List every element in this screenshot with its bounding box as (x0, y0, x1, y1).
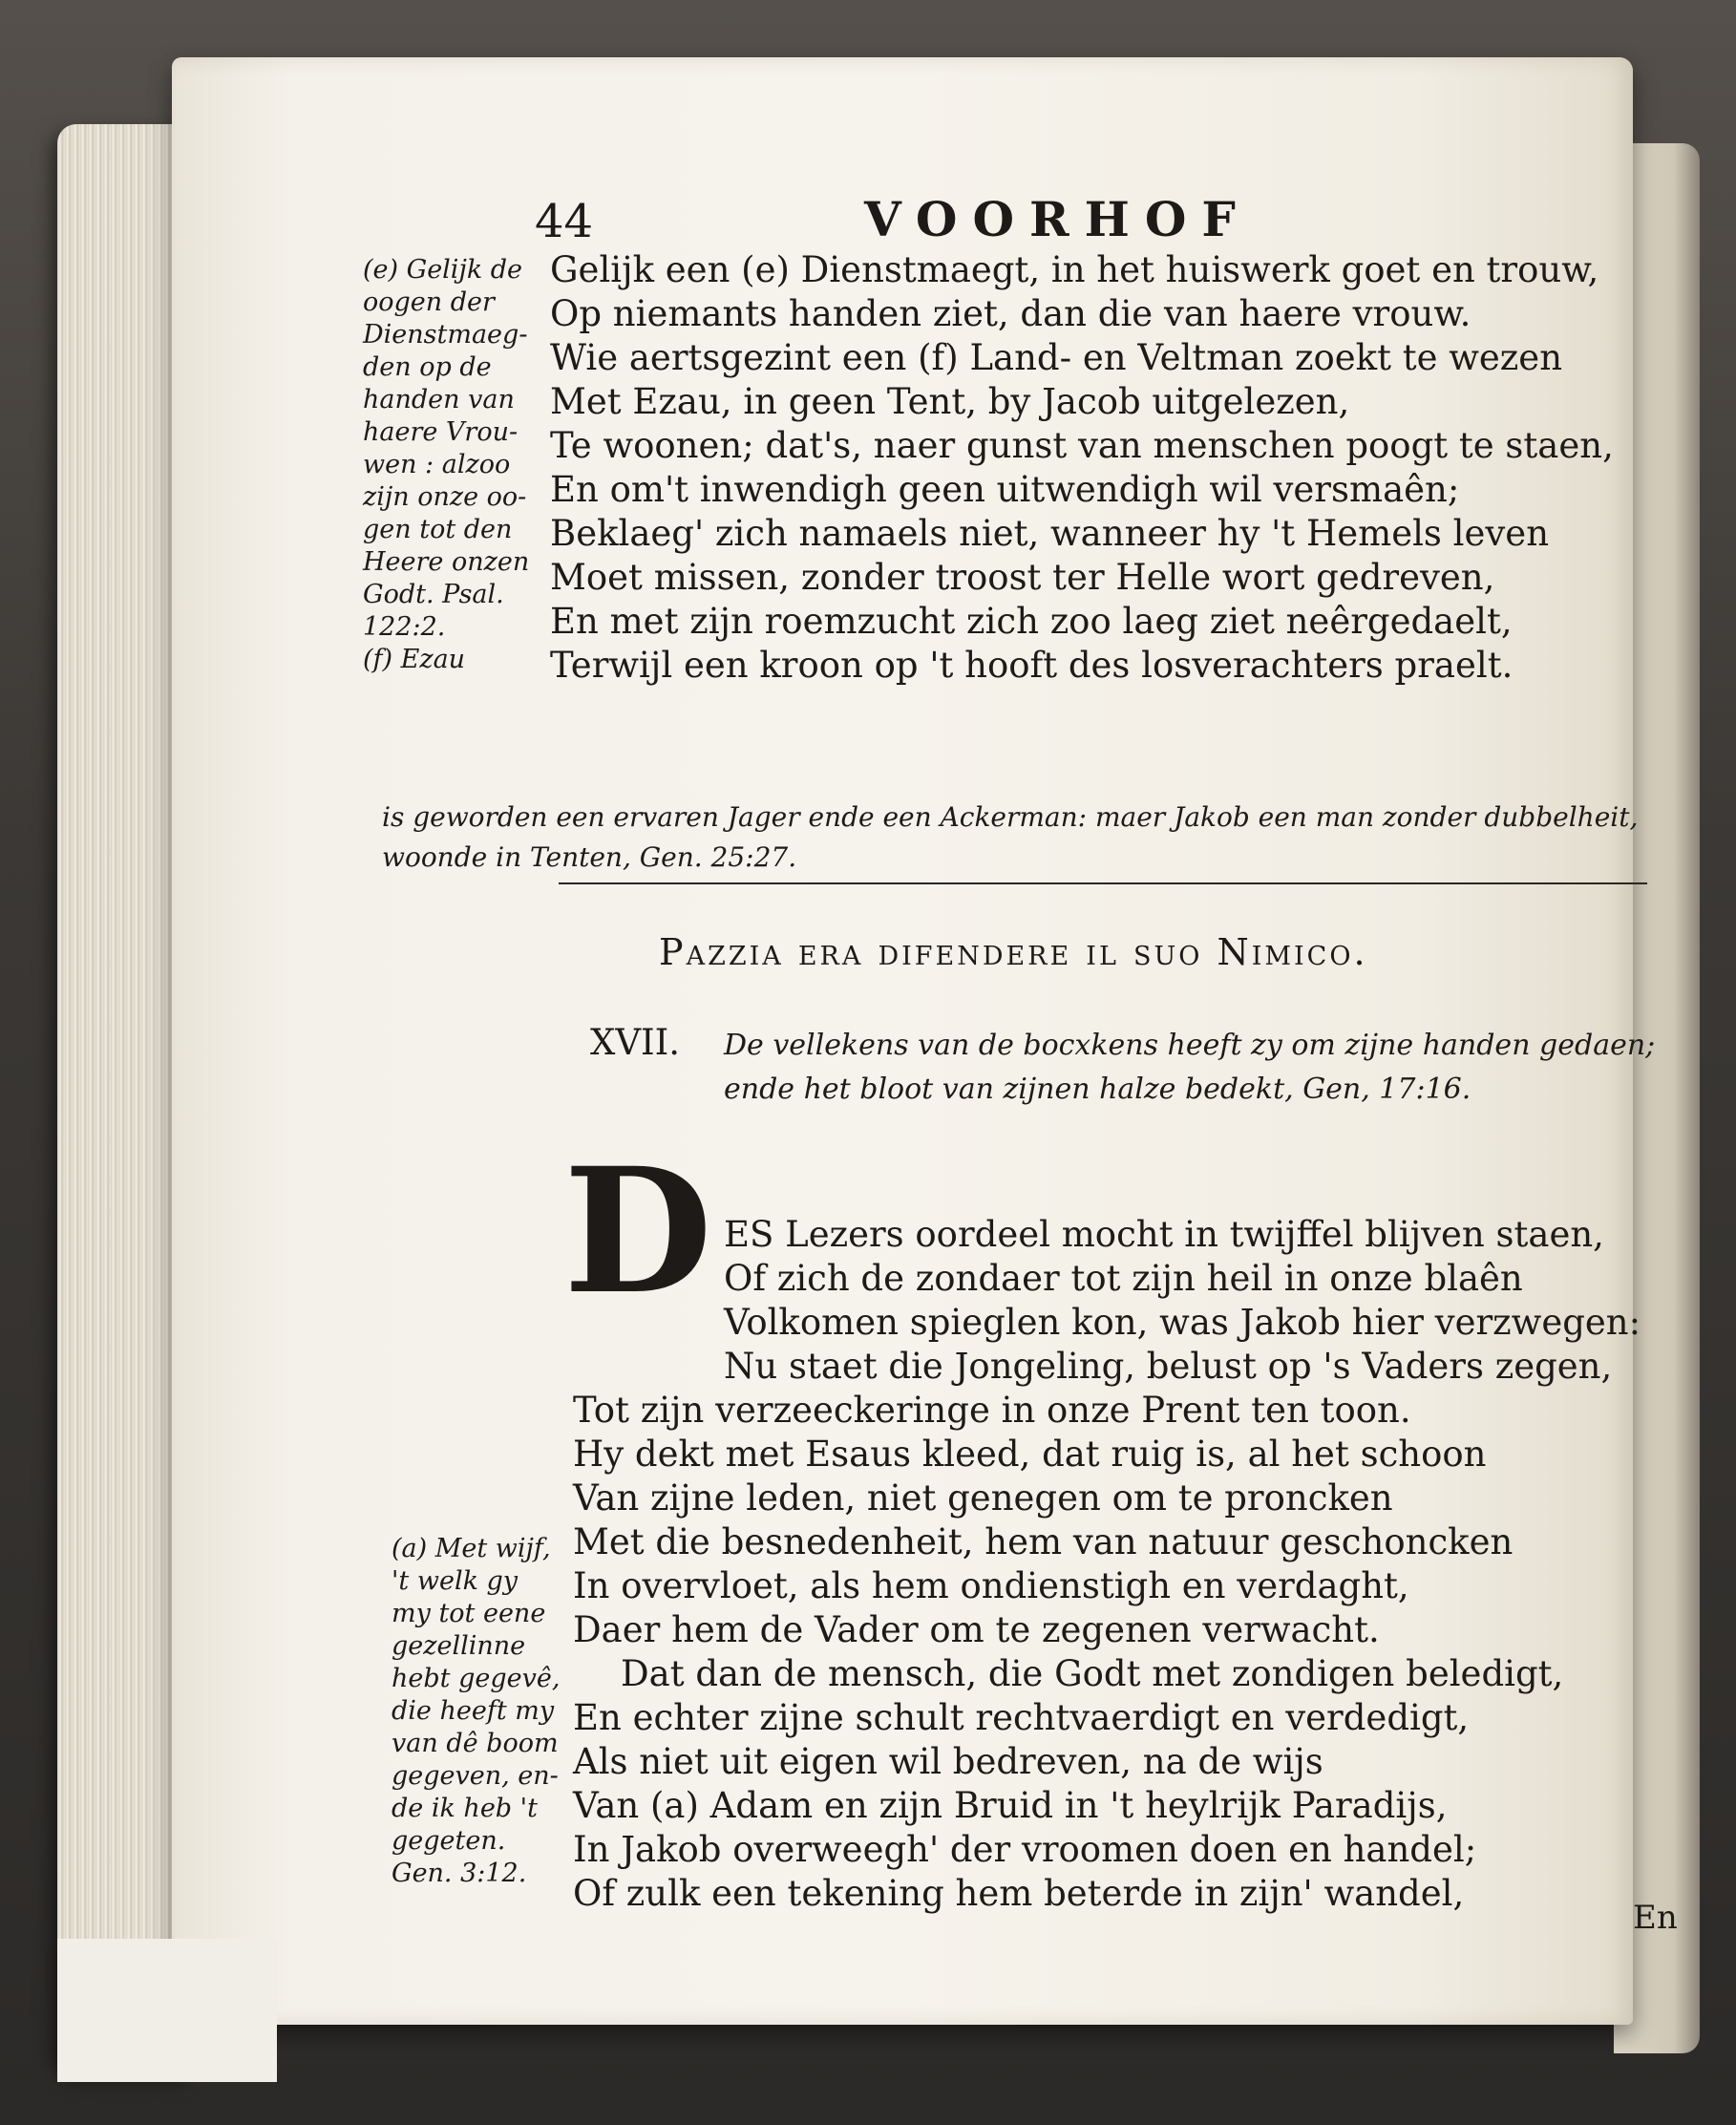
poem-line: Met die besnedenheit, hem van natuur geschoncken (573, 1521, 1514, 1562)
poem-line: Van (a) Adam en zijn Bruid in 't heylrijk Paradijs, (573, 1785, 1448, 1826)
corner-patch (57, 1939, 277, 2082)
catchword: En (1633, 1899, 1678, 1937)
margin-line: gegeten. (392, 1826, 506, 1856)
margin-line: (f) Ezau (363, 645, 466, 674)
poem-line: En om't inwendigh geen uitwendigh wil versmaên; (550, 469, 1460, 510)
footnote-line: woonde in Tenten, Gen. 25:27. (382, 841, 797, 873)
poem-line: Daer hem de Vader om te zegenen verwacht. (573, 1609, 1380, 1650)
emblem-line: De vellekens van de bocxkens heeft zy om zijne handen gedaen; (724, 1029, 1656, 1062)
poem-line: Te woonen; dat's, naer gunst van menschen poogt te staen, (550, 425, 1614, 466)
poem-line: Of zulk een tekening hem beterde in zijn' wandel, (573, 1873, 1465, 1914)
poem-line: Van zijne leden, niet genegen om te proncken (573, 1477, 1393, 1519)
margin-line: handen van (363, 385, 515, 414)
margin-line: haere Vrou- (363, 417, 519, 447)
margin-line: Gen. 3:12. (392, 1859, 527, 1888)
margin-line: oogen der (363, 287, 495, 317)
margin-line: gegeven, en- (392, 1761, 559, 1791)
margin-note-a (392, 1533, 560, 1890)
margin-line: 't welk gy (392, 1566, 519, 1596)
poem-line: Als niet uit eigen wil bedreven, na de wijs (573, 1741, 1323, 1782)
book-page (172, 57, 1678, 2025)
poem-line: En echter zijne schult rechtvaerdigt en verdedigt, (573, 1697, 1470, 1738)
running-title: VOORHOF (864, 191, 1251, 247)
margin-line: die heeft my (392, 1696, 555, 1726)
page-number: 44 (535, 195, 594, 248)
poem-line: Of zich de zondaer tot zijn heil in onze blaên (724, 1258, 1523, 1299)
margin-line: den op de (363, 352, 492, 382)
margin-line: de ik heb 't (392, 1794, 538, 1823)
poem-line: En met zijn roemzucht zich zoo laeg ziet neêrgedaelt, (550, 601, 1513, 642)
section-divider (559, 882, 1647, 884)
margin-line: Heere onzen (363, 547, 530, 577)
margin-line: (a) Met wijf, (392, 1534, 551, 1563)
emblem-line: ende het bloot van zijnen halze bedekt, Gen, 17:16. (724, 1073, 1471, 1106)
margin-line: gezellinne (392, 1631, 526, 1661)
poem-line: Volkomen spieglen kon, was Jakob hier verzwegen: (724, 1302, 1641, 1343)
poem-line: ES Lezers oordeel mocht in twijffel blijven staen, (724, 1214, 1604, 1255)
poem-line: Moet missen, zonder troost ter Helle wort gedreven, (550, 557, 1495, 598)
section-title: Pazzia era difendere il suo Nimico. (659, 931, 1368, 973)
poem-line: In Jakob overweegh' der vroomen doen en handel; (573, 1829, 1477, 1870)
margin-line: (e) Gelijk de (363, 255, 523, 285)
footnote-f (382, 797, 1638, 878)
poem-top (550, 248, 1614, 688)
poem-line: Gelijk een (e) Dienstmaegt, in het huiswerk goet en trouw, (550, 249, 1599, 290)
margin-line: Dienstmaeg- (363, 320, 528, 350)
poem-line: Tot zijn verzeeckeringe in onze Prent ten toon. (573, 1390, 1411, 1431)
drop-cap: D (563, 1131, 713, 1332)
emblem-number: XVII. (590, 1022, 681, 1063)
poem-bottom-indented (724, 1213, 1641, 1389)
poem-line: Dat dan de mensch, die Godt met zondigen beledigt, (621, 1653, 1564, 1694)
open-book (57, 57, 1700, 2092)
poem-line: Beklaeg' zich namaels niet, wanneer hy 't Hemels leven (550, 513, 1550, 554)
margin-note-e (363, 254, 529, 676)
margin-line: 122:2. (363, 612, 446, 642)
footnote-line: is geworden een ervaren Jager ende een Ackerman: maer Jakob een man zonder dubbelheit, (382, 801, 1639, 833)
emblem-motto (724, 1024, 1655, 1112)
margin-line: gen tot den (363, 515, 513, 544)
poem-line: Wie aertsgezint een (f) Land- en Veltman zoekt te wezen (550, 337, 1563, 378)
page-stack (57, 124, 191, 2072)
poem-bottom (573, 1389, 1563, 1916)
margin-line: zijn onze oo- (363, 482, 527, 512)
margin-line: hebt gegevê, (392, 1664, 561, 1693)
poem-line: In overvloet, als hem ondienstigh en verdaght, (573, 1565, 1409, 1606)
poem-line: Met Ezau, in geen Tent, by Jacob uitgelezen, (550, 381, 1350, 422)
poem-line: Hy dekt met Esaus kleed, dat ruig is, al het schoon (573, 1434, 1487, 1475)
margin-line: my tot eene (392, 1599, 546, 1628)
poem-line: Nu staet die Jongeling, belust op 's Vaders zegen, (724, 1346, 1613, 1387)
margin-line: Godt. Psal. (363, 580, 504, 609)
poem-line: Terwijl een kroon op 't hooft des losverachters praelt. (550, 645, 1514, 686)
poem-line: Op niemants handen ziet, dan die van haere vrouw. (550, 293, 1471, 334)
margin-line: van dê boom (392, 1729, 559, 1758)
margin-line: wen : alzoo (363, 450, 511, 479)
